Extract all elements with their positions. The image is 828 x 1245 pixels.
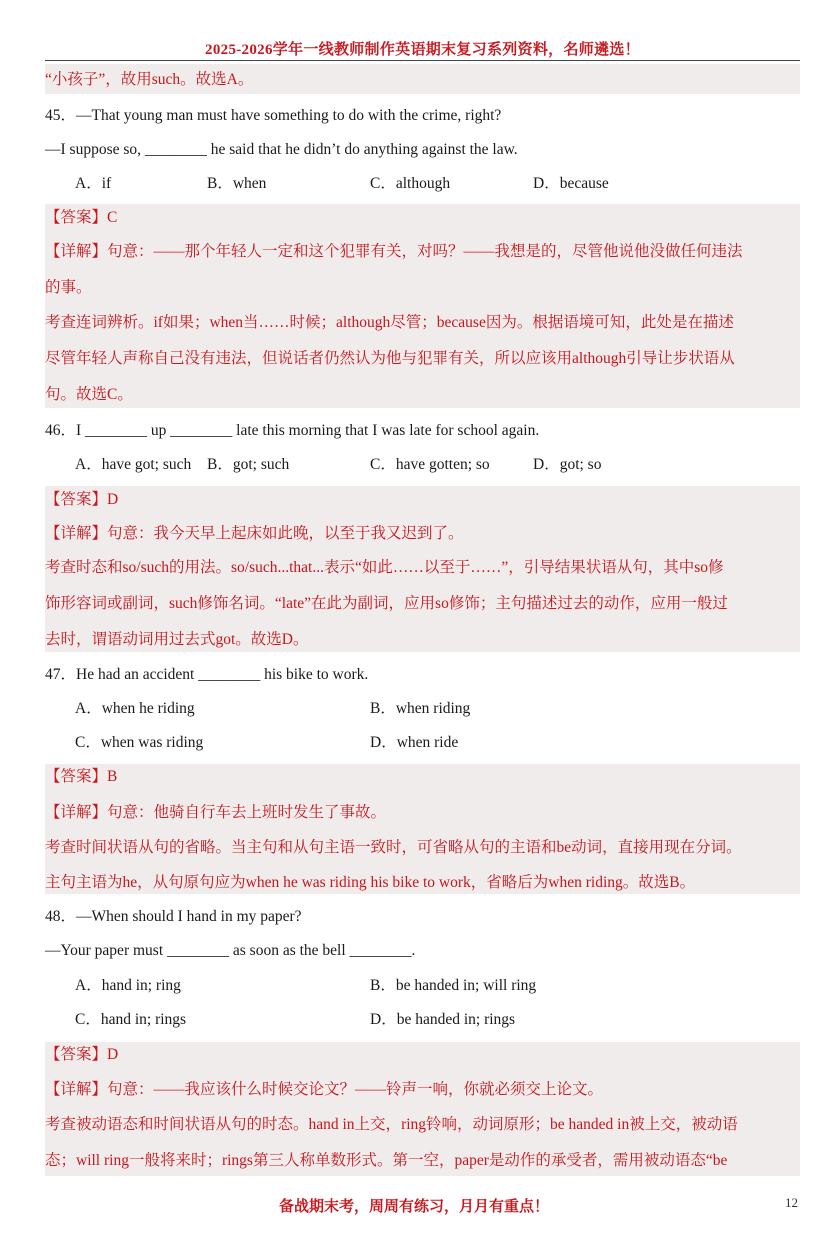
q48-option-b: B．be handed in; will ring — [370, 977, 537, 994]
q48-option-d: D．be handed in; rings — [370, 1011, 516, 1028]
q45-option-c: C．although — [370, 175, 451, 192]
q46-option-b: B．got; such — [207, 456, 290, 473]
q47-option-d: D．when ride — [370, 734, 459, 751]
q47-detail-3: 主句主语为he，从句原句应为when he was riding his bike to work，省略后为when riding。故选B。 — [45, 874, 696, 891]
q45-detail-1: 【详解】句意：——那个年轻人一定和这个犯罪有关，对吗？——我想是的，尽管他说他没做任何违法 — [45, 243, 743, 260]
q48-detail-2: 考查被动语态和时间状语从句的时态。hand in上交，ring铃响，动词原形；be handed in被上交，被动语 — [45, 1116, 738, 1133]
q46-detail-4: 去时，谓语动词用过去式got。故选D。 — [45, 631, 309, 648]
q47-option-c: C．when was riding — [75, 734, 204, 751]
q45-detail-5: 句。故选C。 — [45, 386, 133, 403]
q47-detail-1: 【详解】句意：他骑自行车去上班时发生了事故。 — [45, 804, 387, 821]
q45-option-a: A．if — [75, 175, 112, 192]
q46-option-d: D．got; so — [533, 456, 602, 473]
q48-option-c: C．hand in; rings — [75, 1011, 187, 1028]
q48-stem-line2: —Your paper must ________ as soon as the bell ________. — [45, 942, 416, 959]
q46-answer: 【答案】D — [45, 491, 119, 508]
q48-detail-1: 【详解】句意：——我应该什么时候交论文？——铃声一响，你就必须交上论文。 — [45, 1081, 604, 1098]
q48-option-a: A．hand in; ring — [75, 977, 181, 994]
q46-option-a: A．have got; such — [75, 456, 192, 473]
q45-option-d: D．because — [533, 175, 609, 192]
q46-detail-1: 【详解】句意：我今天早上起床如此晚，以至于我又迟到了。 — [45, 525, 464, 542]
q47-answer: 【答案】B — [45, 768, 118, 785]
q48-stem: 48．—When should I hand in my paper? — [45, 908, 302, 925]
q45-detail-4: 尽管年轻人声称自己没有违法，但说话者仍然认为他与犯罪有关，所以应该用although引导让步状语从 — [45, 350, 735, 367]
prev-explanation-tail: “小孩子”，故用such。故选A。 — [45, 71, 254, 88]
header-rule — [45, 60, 800, 61]
q45-detail-3: 考查连词辨析。if如果；when当……时候；although尽管；because因为。根据语境可知，此处是在描述 — [45, 314, 734, 331]
q46-stem: 46．I ________ up ________ late this morning that I was late for school again. — [45, 422, 540, 439]
q47-option-a: A．when he riding — [75, 700, 195, 717]
q47-option-b: B．when riding — [370, 700, 471, 717]
q46-option-c: C．have gotten; so — [370, 456, 490, 473]
q47-detail-2: 考查时间状语从句的省略。当主句和从句主语一致时，可省略从句的主语和be动词，直接用现在分词。 — [45, 839, 742, 856]
q48-detail-3: 态；will ring一般将来时；rings第三人称单数形式。第一空，paper是动作的承受者，需用被动语态“be — [45, 1152, 728, 1169]
q45-answer: 【答案】C — [45, 209, 118, 226]
answer-block-45 — [45, 204, 800, 408]
page-header: 2025-2026学年一线教师制作英语期末复习系列资料，名师遴选！ — [205, 42, 640, 58]
q47-stem: 47．He had an accident ________ his bike to work. — [45, 666, 369, 683]
q45-detail-2: 的事。 — [45, 279, 92, 296]
q46-detail-2: 考查时态和so/such的用法。so/such...that...表示“如此……以至于……”，引导结果状语从句，其中so修 — [45, 559, 724, 576]
q45-stem-line2: —I suppose so, ________ he said that he didn’t do anything against the law. — [45, 141, 518, 158]
q45-option-b: B．when — [207, 175, 267, 192]
q46-detail-3: 饰形容词或副词，such修饰名词。“late”在此为副词，应用so修饰；主句描述过去的动作，应用一般过 — [45, 595, 728, 612]
page-footer-slogan: 备战期末考，周周有练习，月月有重点！ — [278, 1199, 549, 1215]
q45-stem: 45．—That young man must have something to do with the crime, right? — [45, 107, 502, 124]
q48-answer: 【答案】D — [45, 1046, 119, 1063]
page-number: 12 — [785, 1195, 798, 1210]
